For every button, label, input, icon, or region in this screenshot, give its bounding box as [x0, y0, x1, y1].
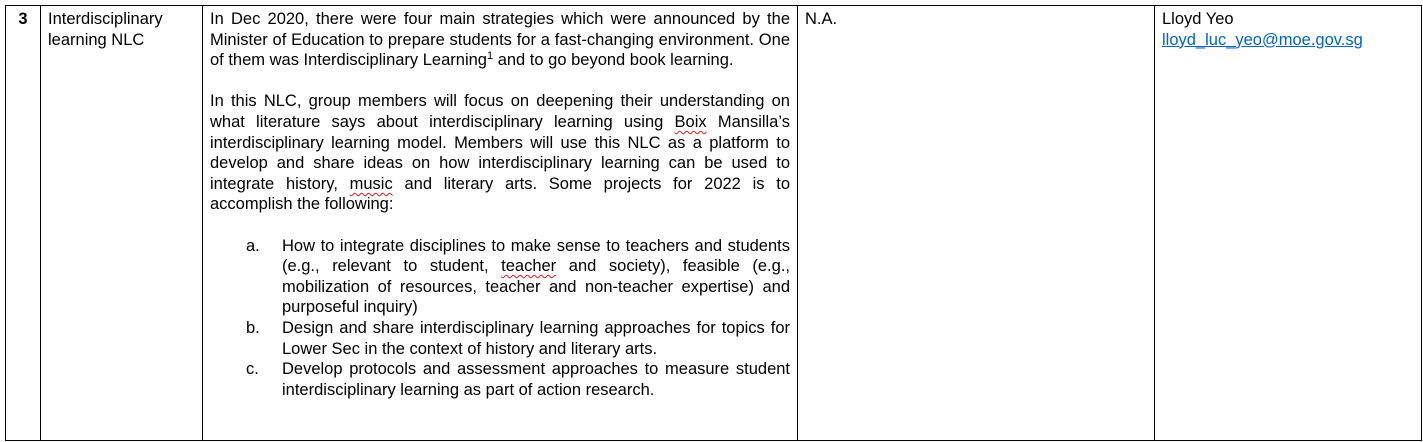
- list-marker: b.: [246, 318, 260, 337]
- description-paragraph-1: In Dec 2020, there were four main strategies which were announced by the Minister of Education to prepare students for a fast-changing environment. One of them was Interdisciplinary Learning$^1$ and to go beyond book learning.: [210, 10, 790, 70]
- description-paragraph-2: In this NLC, group members will focus on deepening their understanding on what literature says about interdisciplinary learning using Boix Mansilla’s interdisciplinary learning model. Members will use this NLC as a platform to develop and share ideas on how interdisciplinary learning can be used to integrate history, music and literary arts. Some projects for 2022 is to accomplish the following:: [210, 92, 790, 214]
- spellcheck-word-music: music: [349, 174, 393, 193]
- table-row: [6, 6, 1422, 441]
- contact-email-link[interactable]: lloyd_luc_yeo@moe.gov.sg: [1162, 30, 1363, 49]
- remarks-cell: N.A.: [798, 6, 1155, 441]
- list-marker: c.: [246, 360, 259, 379]
- contact-cell: [1155, 6, 1422, 441]
- nlc-title: Interdisciplinary learning NLC: [41, 6, 203, 441]
- spellcheck-word-boix: Boix: [674, 112, 707, 131]
- nlc-description: [203, 6, 798, 441]
- row-number: 3: [6, 6, 41, 441]
- contact-name: Lloyd Yeo: [1162, 10, 1234, 28]
- nlc-table: [5, 5, 1422, 441]
- project-list: [210, 236, 790, 401]
- list-item: c. Develop protocols and assessment approaches to measure student interdisciplinary learning as part of action research.: [210, 359, 790, 400]
- list-marker: a.: [246, 236, 260, 255]
- list-item: a. How to integrate disciplines to make sense to teachers and students (e.g., relevant to student, teacher and society), feasible (e.g., mobilization of resources, teacher and non-teacher expertise) and purposeful inquiry): [210, 236, 790, 318]
- list-item: b. Design and share interdisciplinary learning approaches for topics for Lower Sec in the context of history and literary arts.: [210, 318, 790, 359]
- spellcheck-word-teacher: teacher: [501, 257, 557, 276]
- footnote-marker: 1: [486, 50, 494, 63]
